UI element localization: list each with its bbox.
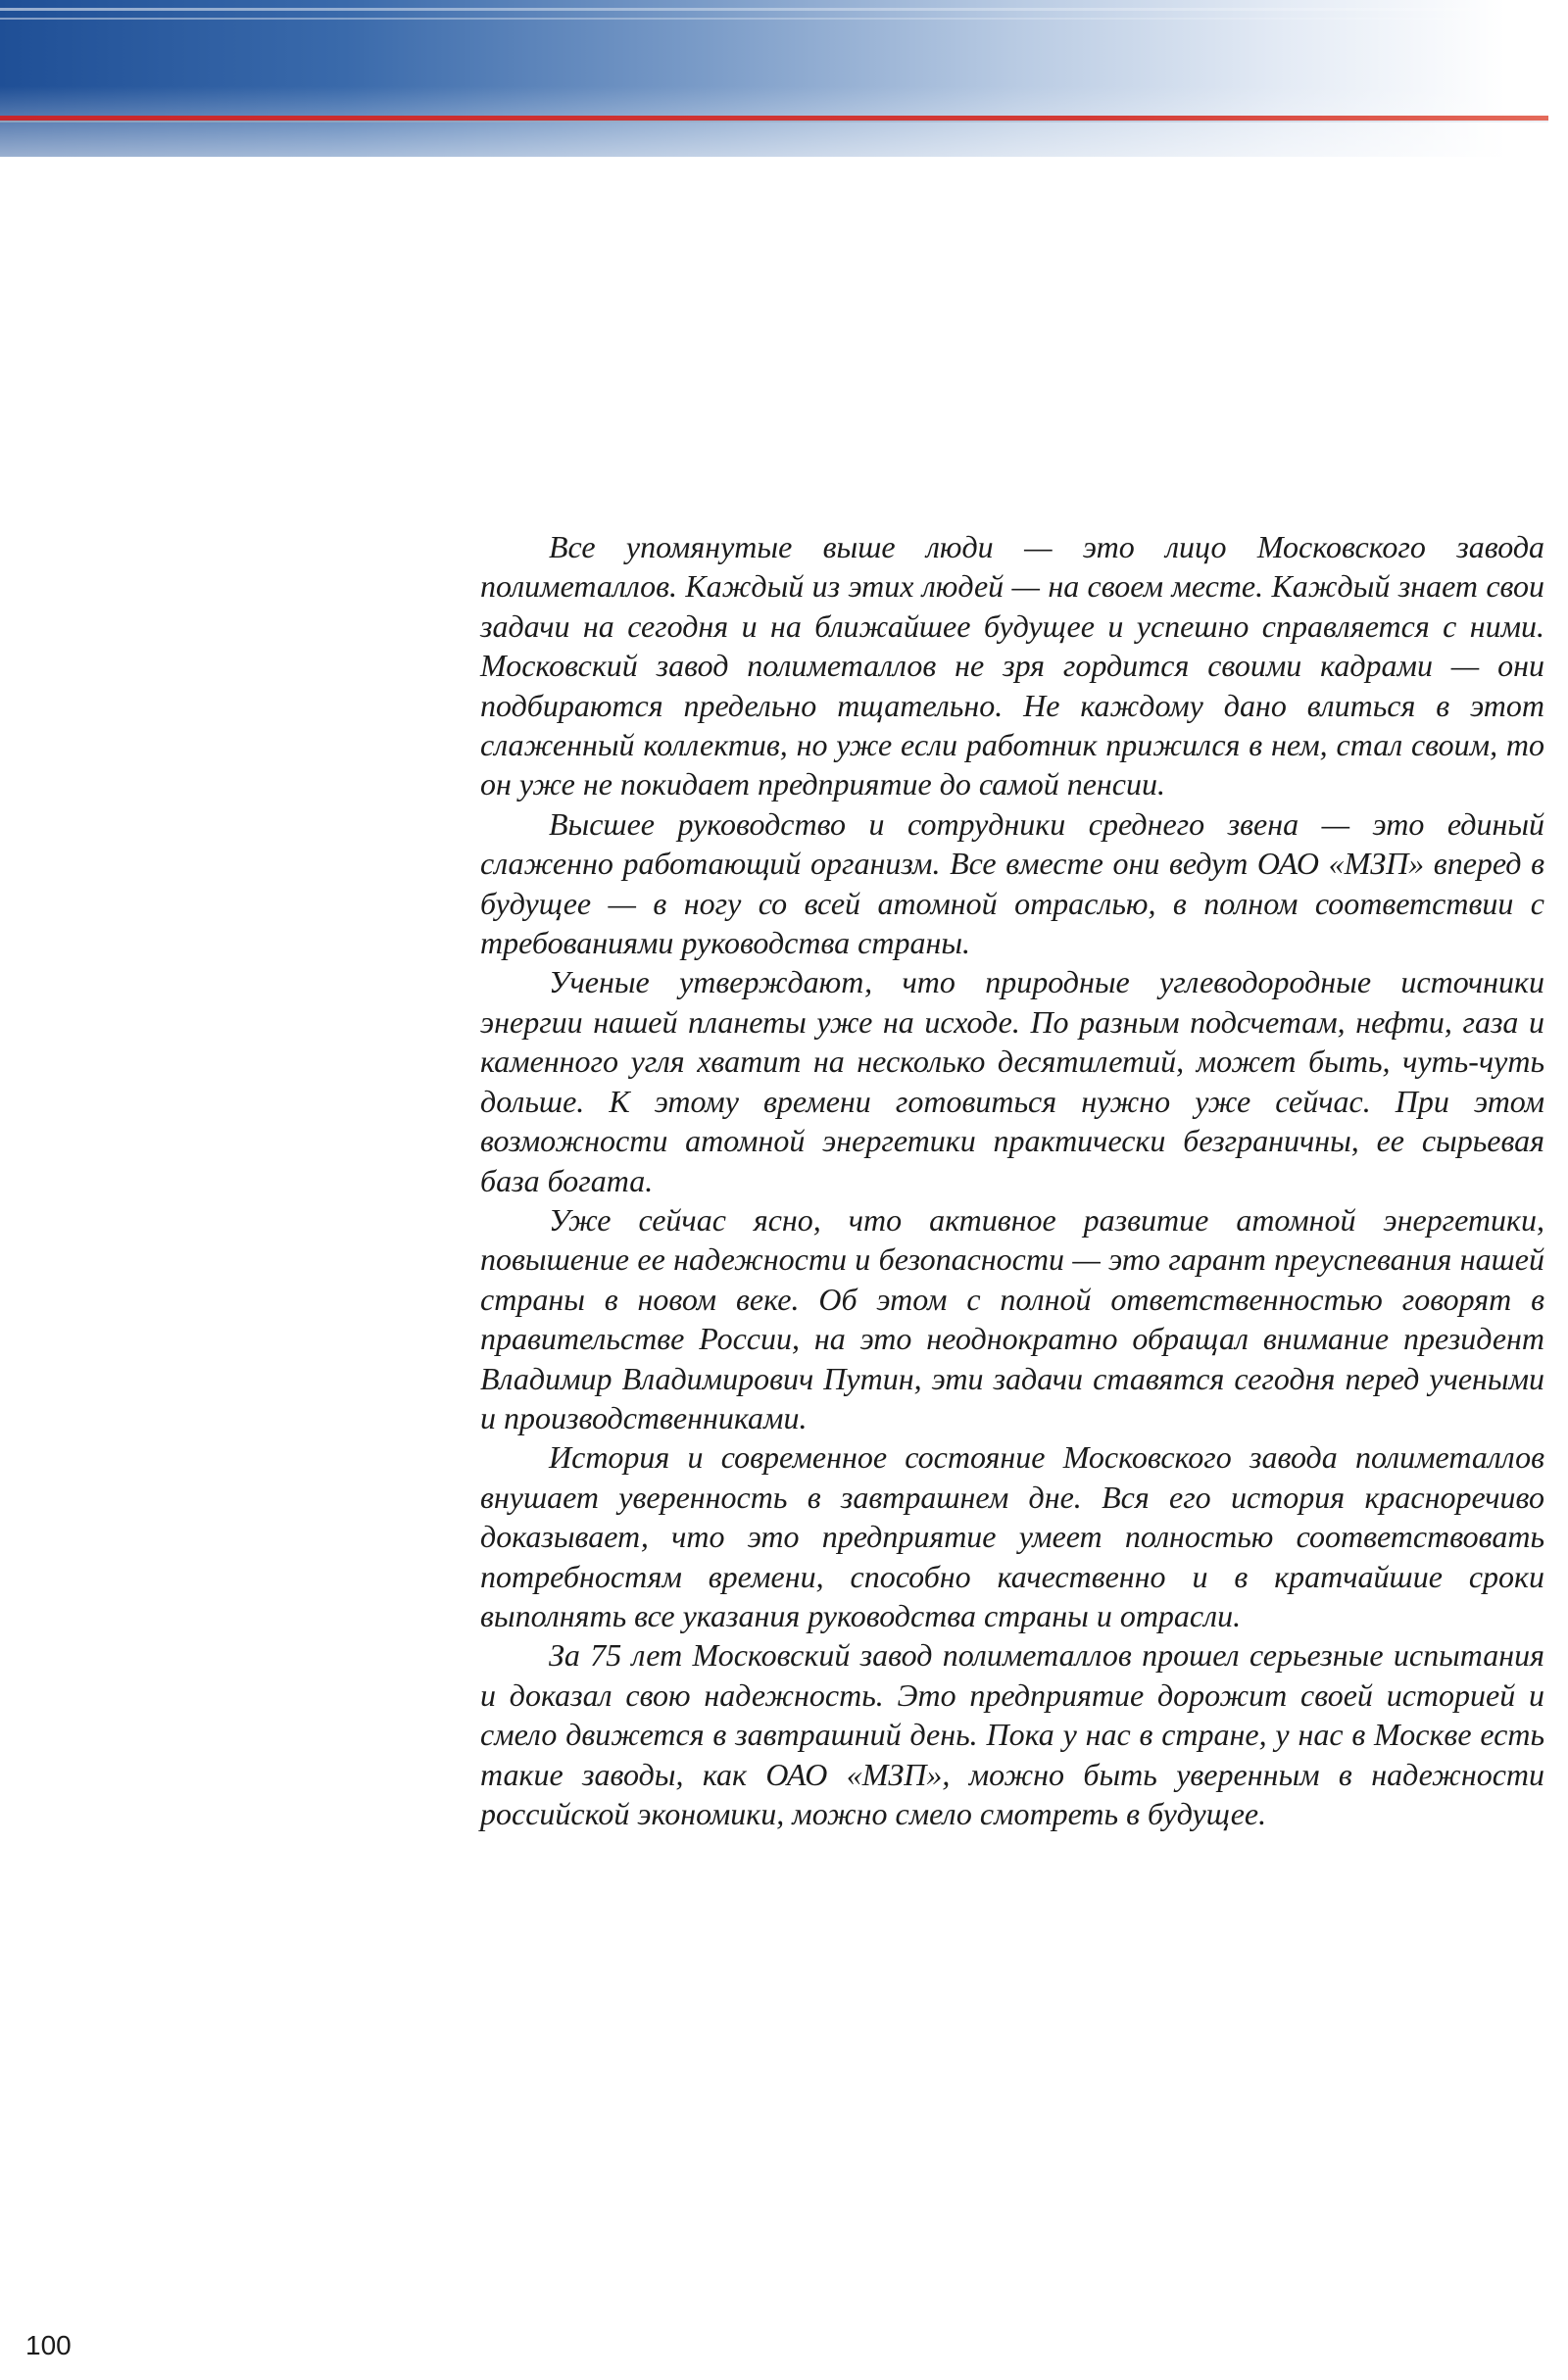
- header-stripe: [0, 8, 1544, 11]
- paragraph: За 75 лет Московский завод полиметаллов прошел серьезные испытания и доказал свою надежность. Это предприятие дорожит своей историей и смело движется в завтрашний день. Пока у нас в стране, у нас в Москве есть такие заводы, как ОАО «МЗП», можно быть уверенным в надежности российской экономики, можно смело смотреть в будущее.: [480, 1637, 1544, 1831]
- page-number: 100: [25, 2330, 72, 2360]
- header-banner: [0, 0, 1568, 157]
- header-banner-shade: [0, 0, 1568, 157]
- header-stripe: [0, 18, 1544, 20]
- paragraph: Все упомянутые выше люди — это лицо Московского завода полиметаллов. Каждый из этих людей — на своем месте. Каждый знает свои задачи на сегодня и на ближайшее будущее и успешно справляется с ними. Московский завод полиметаллов не зря гордится своими кадрами — они подбираются предельно тщательно. Не каждому дано влиться в этот слаженный коллектив, но уже если работник прижился в нем, стал своим, то он уже не покидает предприятие до самой пенсии.: [480, 529, 1544, 802]
- article-body: [480, 527, 1544, 1833]
- header-grey-rule: [0, 121, 1548, 122]
- paragraph: История и современное состояние Московского завода полиметаллов внушает уверенность в завтрашнем дне. Вся его история красноречиво доказывает, что это предприятие умеет полностью соответствовать потребностям времени, способно качественно и в кратчайшие сроки выполнять все указания руководства страны и отрасли.: [480, 1439, 1544, 1633]
- paragraph: Ученые утверждают, что природные углеводородные источники энергии нашей планеты уже на исходе. По разным подсчетам, нефти, газа и каменного угля хватит на несколько десятилетий, может быть, чуть-чуть дольше. К этому времени готовиться нужно уже сейчас. При этом возможности атомной энергетики практически безграничны, ее сырьевая база богата.: [480, 964, 1544, 1198]
- paragraph: Высшее руководство и сотрудники среднего звена — это единый слаженно работающий организм. Все вместе они ведут ОАО «МЗП» вперед в будущее — в ногу со всей атомной отраслью, в полном соответствии с требованиями руководства страны.: [480, 805, 1544, 961]
- paragraph: Уже сейчас ясно, что активное развитие атомной энергетики, повышение ее надежности и безопасности — это гарант преуспевания нашей страны в новом веке. Об этом с полной ответственностью говорят в правительстве России, на это неоднократно обращал внимание президент Владимир Владимирович Путин, эти задачи ставятся сегодня перед учеными и производственниками.: [480, 1201, 1544, 1435]
